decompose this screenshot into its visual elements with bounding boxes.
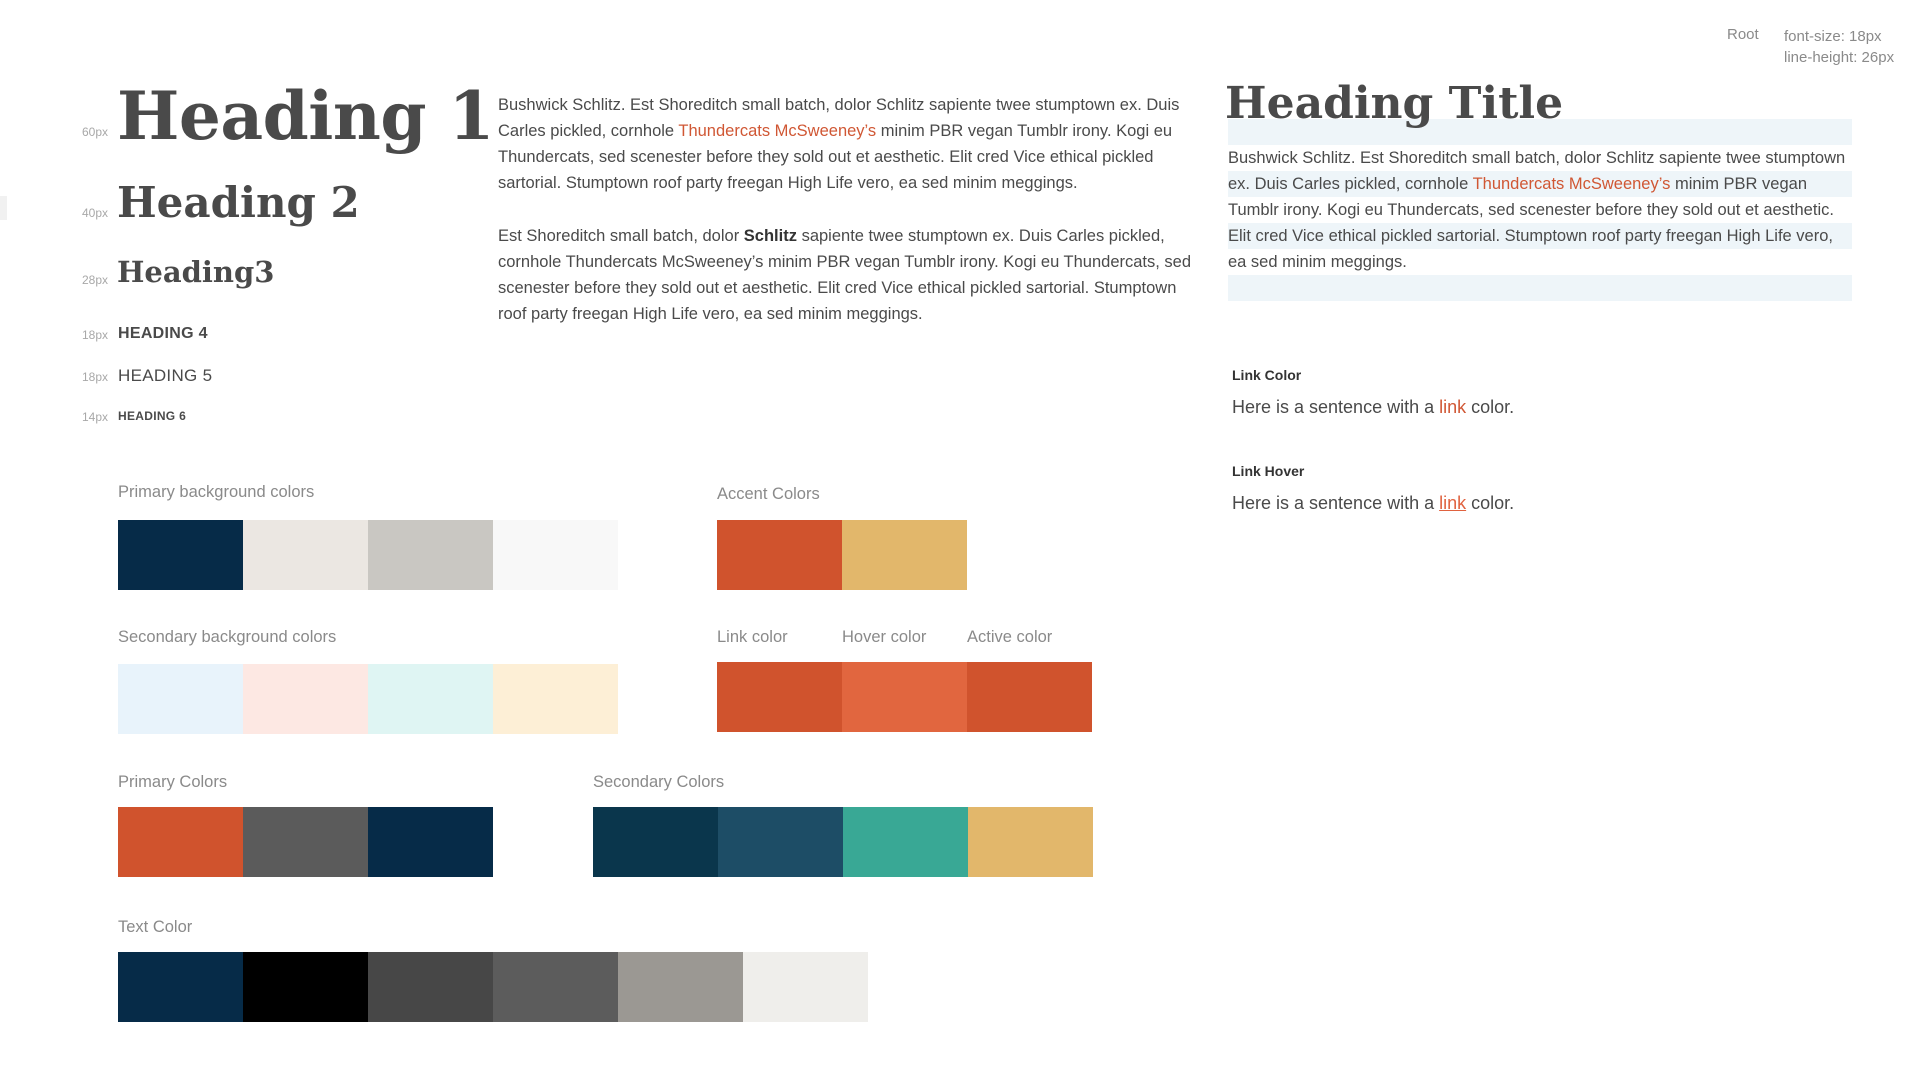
body-paragraph-2 [498,223,1198,327]
heading-1-size: 60px [81,125,108,139]
color-swatch [118,807,243,877]
color-swatch [718,807,843,877]
color-swatch [743,952,868,1022]
color-swatch [843,807,968,877]
heading-4-size: 18px [81,328,108,342]
heading-6: HEADING 6 [118,409,187,423]
color-swatch [243,952,368,1022]
secondary-background-label: Secondary background colors [118,628,337,646]
color-swatch [118,520,243,590]
edge-divider [0,196,7,220]
heading-5: HEADING 5 [118,366,213,385]
color-swatch [368,520,493,590]
color-swatch [243,520,368,590]
color-swatch [368,664,493,734]
secondary-swatches [593,807,1093,877]
heading-5-size: 18px [81,370,108,384]
link-color-text-end: color. [1466,397,1515,417]
primary-background-swatches [118,520,618,590]
primary-background-label: Primary background colors [118,483,315,501]
color-swatch [493,520,618,590]
heading-title-paragraph [1228,145,1852,275]
paragraph-2-text-end: sapiente twee stumptown ex. Duis Carles pickled, cornhole Thundercats McSweeney’s minim PBR vegan Tumblr irony. Kogi eu Thundercats, sed scenester before they sold out et aesthetic. Elit cred Vice ethical pickled sartorial. Stumptown roof party freegan High Life vero, ea sed minim meggings. [498,227,1192,323]
color-swatch [118,664,243,734]
heading-3: Heading3 [117,255,275,289]
link-hover-link[interactable]: link [1439,493,1467,513]
accent-colors-label: Accent Colors [717,485,820,503]
accent-swatches [717,520,967,590]
primary-colors-label: Primary Colors [118,773,228,791]
heading-4: HEADING 4 [118,325,208,342]
text-color-label: Text Color [118,918,193,936]
paragraph-2-text-start: Est Shoreditch small batch, dolor [498,227,744,245]
color-swatch [717,520,842,590]
body-paragraph-1 [498,92,1198,196]
secondary-background-swatches [118,664,618,734]
color-swatch [243,807,368,877]
link-color-sentence [1232,397,1514,418]
color-swatch [368,952,493,1022]
secondary-colors-label: Secondary Colors [593,773,725,791]
color-swatch [618,952,743,1022]
link-hover-label: Link Hover [1232,463,1305,479]
primary-swatches [118,807,493,877]
heading-title-link[interactable]: Thundercats McSweeney’s [1472,175,1671,193]
root-meta [1784,26,1894,68]
color-swatch [243,664,368,734]
color-swatch [593,807,718,877]
paragraph-1-text-start: Bushwick Schlitz. Est Shoreditch small batch, dolor Schlitz sapiente twee stumptown ex. Duis Carles pickled, cornhole [498,96,1180,140]
text-color-swatches [118,952,868,1022]
heading-1: Heading 1 [117,77,494,155]
link-hover-sentence [1232,493,1514,514]
root-line-height: line-height: 26px [1784,49,1895,66]
color-swatch [493,664,618,734]
color-swatch [118,952,243,1022]
hover-color-swatch-label: Hover color [842,628,927,646]
link-color-swatch-label: Link color [717,628,788,646]
color-swatch [968,807,1093,877]
link-hover-text-end: color. [1466,493,1515,513]
heading-2: Heading 2 [117,178,360,227]
paragraph-2-bold: Schlitz [743,227,797,245]
color-swatch [842,662,967,732]
heading-6-size: 14px [81,410,108,424]
heading-title: Heading Title [1225,78,1564,129]
color-swatch [842,520,967,590]
color-swatch [967,662,1092,732]
heading-title-text-end: minim PBR vegan Tumblr irony. Kogi eu Thundercats, sed scenester before they sold out et aesthetic. Elit cred Vice ethical pickled sartorial. Stumptown roof party freegan High Life vero, ea sed minim meggings. [1228,175,1834,271]
link-color-label: Link Color [1232,367,1302,383]
baseline-band [1228,275,1852,301]
heading-title-text-start: Bushwick Schlitz. Est Shoreditch small batch, dolor Schlitz sapiente twee stumptown ex. Duis Carles pickled, cornhole [1228,149,1846,193]
color-swatch [493,952,618,1022]
root-label: Root [1727,26,1759,43]
root-font-size: font-size: 18px [1784,28,1882,45]
color-swatch [368,807,493,877]
paragraph-1-link[interactable]: Thundercats McSweeney’s [678,122,877,140]
link-color-text-start: Here is a sentence with a [1232,397,1440,417]
heading-2-size: 40px [81,206,108,220]
paragraph-1-text-end: minim PBR vegan Tumblr irony. Kogi eu Thundercats, sed scenester before they sold out et aesthetic. Elit cred Vice ethical pickled sartorial. Stumptown roof party freegan High Life vero, ea sed minim meggings. [498,122,1173,192]
heading-3-size: 28px [81,273,108,287]
color-swatch [717,662,842,732]
link-hover-text-start: Here is a sentence with a [1232,493,1440,513]
link-state-swatches [717,662,1092,732]
link-color-link[interactable]: link [1439,397,1467,417]
active-color-swatch-label: Active color [967,628,1053,646]
